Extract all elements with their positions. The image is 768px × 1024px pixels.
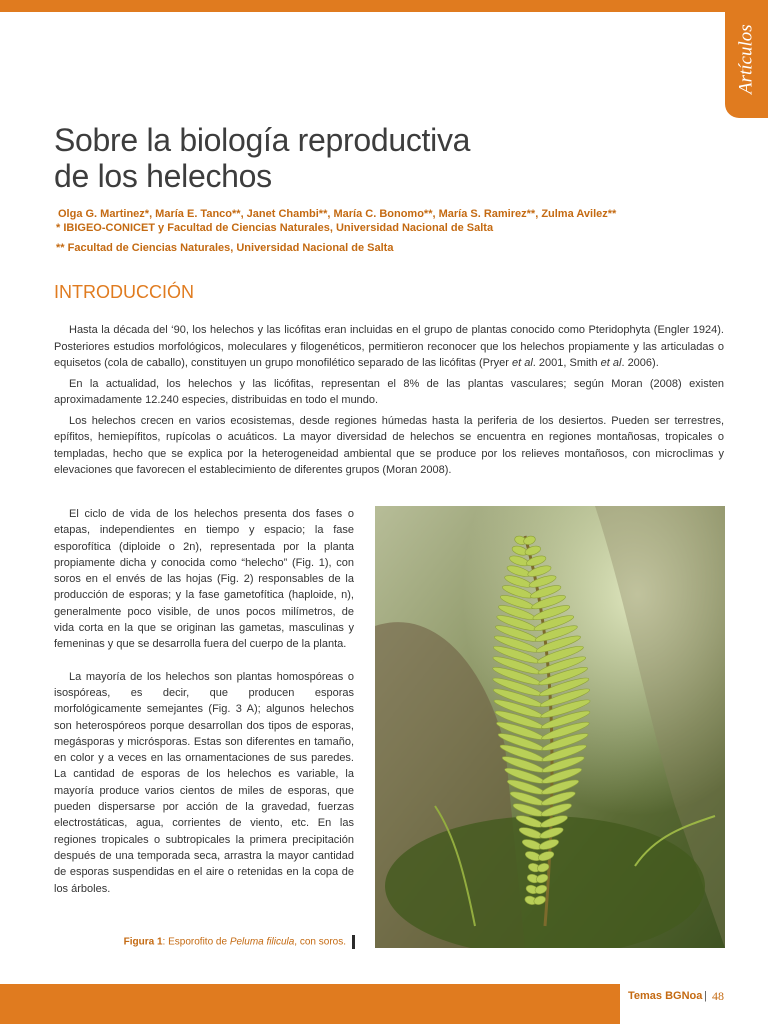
top-accent-bar: [0, 0, 768, 12]
paragraph: El ciclo de vida de los helechos presenta dos fases o etapas, independientes en tiempo y espacio; la fase esporofítica (diploide o 2n), representada por la planta propiamente dicha y conocida como “helecho” (Fig. 1), con soros en el envés de las hojas (Fig. 2) responsables de la producción de esporas; y la fase gametofítica (haploide, n), generalmente poco visible, de unos pocos milímetros, de vida corta en la que se originan las gametas, masculinas y femeninas y que se desarrolla fuera del cuerpo de la planta.: [54, 508, 354, 651]
paragraph: Los helechos crecen en varios ecosistemas, desde regiones húmedas hasta la periferia de los desiertos. Pueden ser terrestres, epífitos, hemiepífitos, rupícolas o acuáticos. La mayor diversidad de helechos se encuentra en regiones montañosas, tropicales o templadas, hecho que se explica por la heterogeneidad ambiental que se produce por los relieves montañosos, con microclimas y elevaciones que favorecen el establecimiento de diferentes grupos (Moran 2008).: [54, 414, 724, 476]
text-run: Hasta la década del ‘90, los helechos y las licófitas eran incluidas en el grupo de plantas conocido como Pteridophyta (Engler 1924). Posteriores estudios morfológicos, moleculares y filogenéticos, permitieron reconocer que los helechos propiamente y las articuladas o equisetos (cola de caballo), constituyen un grupo monofilético separado de las licófitas (Pryer: [54, 324, 724, 369]
section-heading-introduccion: INTRODUCCIÓN: [54, 282, 194, 302]
caption-rule: [352, 935, 355, 949]
left-column-body: [54, 506, 354, 913]
title-line-1: Sobre la biología reproductiva: [54, 122, 471, 158]
authors: Olga G. Martinez*, María E. Tanco**, Janet Chambi**, María C. Bonomo**, María S. Ramirez**, Zulma Avilez**: [58, 208, 617, 220]
journal-name: Temas BGNoa: [628, 990, 703, 1002]
footer-accent-bar: [0, 984, 620, 1024]
text-run: . 2006).: [621, 357, 659, 369]
paragraph: En la actualidad, los helechos y las licófitas, representan el 8% de las plantas vasculares; según Moran (2008) existen aproximadamente 12.240 especies, distribuidas en todo el mundo.: [54, 377, 724, 406]
section-label: Artículos: [735, 24, 757, 94]
caption-text: , con soros.: [294, 936, 346, 948]
paragraph: La mayoría de los helechos son plantas homospóreas o isospóreas, es decir, que producen esporas morfológicamente semejantes (Fig. 3 A); algunos helechos son heterospóreos porque desarrollan dos tipos de esporas, megásporas y micrósporas. Estas son diferentes en tamaño, en color y a veces en las ornamentaciones de sus paredes. La cantidad de esporas de los helechos es variable, la mayoría produce varios cientos de miles de esporas, que pueden dispersarse por acción de la gravedad, fuerzas electrostáticas, agua, corrientes de viento, etc. En las regiones tropicales o subtropicales la primera precipitación después de una temporada seca, arrastra la mayor cantidad de esporas suspendidas en el aire o retenidas en la copa de los árboles.: [54, 670, 354, 895]
article-title: [54, 122, 654, 194]
text-run-italic: et al: [511, 357, 533, 369]
affiliation-1: * IBIGEO-CONICET y Facultad de Ciencias Naturales, Universidad Nacional de Salta: [56, 222, 494, 234]
caption-text: : Esporofito de: [162, 936, 230, 948]
affiliation-2: ** Facultad de Ciencias Naturales, Universidad Nacional de Salta: [56, 242, 394, 254]
page-number: 48: [712, 989, 724, 1003]
figure-caption: [110, 935, 355, 949]
fern-photo: [375, 506, 725, 948]
title-line-2: de los helechos: [54, 158, 272, 194]
introduction-body: [54, 322, 724, 483]
figure-label: Figura 1: [123, 936, 163, 948]
text-run: . 2001, Smith: [532, 357, 601, 369]
footer-separator: |: [704, 990, 707, 1002]
text-run-italic: et al: [600, 357, 622, 369]
fern-illustration: [375, 506, 725, 948]
section-tab: [725, 0, 768, 118]
caption-species: Peluma filicula: [229, 936, 295, 948]
paragraph: [54, 322, 724, 372]
